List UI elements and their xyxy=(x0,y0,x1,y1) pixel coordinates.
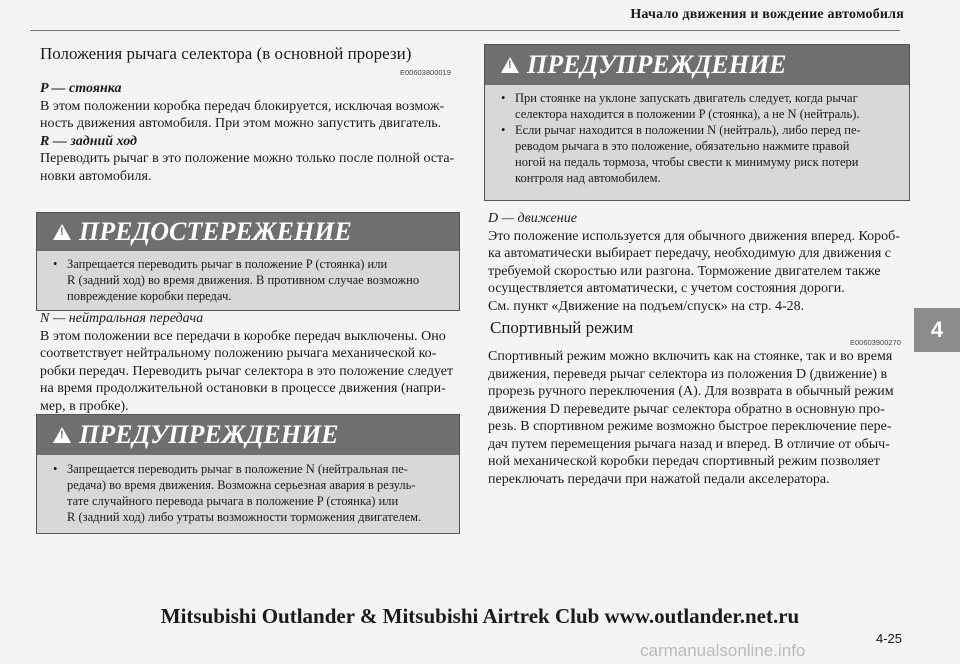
caution-line: R (задний ход) во время движения. В противном случае возможно xyxy=(67,273,420,287)
warning-title: ПРЕДУПРЕЖДЕНИЕ xyxy=(527,50,787,79)
warning-line: реводом рычага в это положение, обязательно нажмите правой xyxy=(515,139,850,153)
section-code: E00603800019 xyxy=(400,68,451,77)
text-n-line: на время продолжительной остановки в процессе движения (напри- xyxy=(40,381,446,396)
text-d-line: осуществляется автоматически, с учетом состояния дороги. xyxy=(488,281,845,296)
text-sport-line: Спортивный режим можно включить как на стоянке, так и во время xyxy=(488,349,893,364)
text-sport-line: дач путем перемещения рычага назад и вперед. В отличие от обыч- xyxy=(488,436,890,452)
caution-box xyxy=(36,212,460,311)
text-sport-line: движения, переведя рычаг селектора из положения D (движение) в xyxy=(488,366,888,382)
warning-line: тате случайного перевода рычага в положение P (стоянка) или xyxy=(67,494,399,508)
text-d-line: ка автоматически выбирает передачу, необходимую для движения с xyxy=(488,246,892,261)
caution-box-header xyxy=(37,213,459,251)
warning-line: • Запрещается переводить рычаг в положение N (нейтральная пе- xyxy=(67,461,449,477)
caution-line: повреждение коробки передач. xyxy=(67,289,232,303)
warning-line: контроля над автомобилем. xyxy=(515,171,661,185)
chapter-tab: 4 xyxy=(914,308,960,352)
text-r-line: новки автомобиля. xyxy=(40,168,152,184)
section-code: E00603900270 xyxy=(850,338,901,347)
heading-n-neutral: N — нейтральная передача xyxy=(40,311,204,326)
warning-title: ПРЕДУПРЕЖДЕНИЕ xyxy=(79,420,339,449)
text-sport-line: ной механической коробки передач спортивный режим позволяет xyxy=(488,454,880,469)
warning-triangle-icon xyxy=(501,57,519,73)
heading-r-reverse: R — задний ход xyxy=(40,133,138,149)
heading-d-drive: D — движение xyxy=(488,211,577,226)
caution-body xyxy=(37,251,459,310)
text-n-line: соответствует нейтральному положению рычага механической ко- xyxy=(40,346,437,361)
warning-triangle-icon xyxy=(53,427,71,443)
page-header-title: Начало движения и вождение автомобиля xyxy=(630,7,904,22)
text-sport-line: переключать передачи при нажатой педали акселератора. xyxy=(488,471,830,487)
warning-line: редача) во время движения. Возможна серьезная авария в резуль- xyxy=(67,478,416,492)
caution-title: ПРЕДОСТЕРЕЖЕНИЕ xyxy=(79,217,352,246)
text-sport-line: прорезь ручного переключения (A). Для возврата в обычный режим xyxy=(488,384,894,399)
text-sport-line: резь. В спортивном режиме возможно быстрое переключение пере- xyxy=(488,419,892,434)
warning-line: селектора находится в положении P (стоянка), а не N (нейтраль). xyxy=(515,107,860,121)
text-n-line: робки передач. Переводить рычаг селектора в это положение следует xyxy=(40,363,454,379)
warning-box-slope xyxy=(484,44,910,201)
warning-body xyxy=(37,455,459,533)
warning-triangle-icon xyxy=(53,224,71,240)
text-d-line: требуемой скоростью или разгона. Торможение двигателем также xyxy=(488,263,881,279)
text-p-line: ность движения автомобиля. При этом можно запустить двигатель. xyxy=(40,116,442,131)
warning-box-header xyxy=(485,45,909,85)
warning-line: ногой на педаль тормоза, чтобы свести к минимуму риск потери xyxy=(515,155,859,169)
heading-p-park: P — стоянка xyxy=(40,81,122,96)
text-p-line: В этом положении коробка передач блокируется, исключая возмож- xyxy=(40,98,445,114)
text-sport-line: движения D переведите рычаг селектора обратно в основную про- xyxy=(488,401,885,417)
warning-line: • При стоянке на уклоне запускать двигатель следует, когда рычаг xyxy=(515,90,899,106)
section-title-selector-positions: Положения рычага селектора (в основной прорези) xyxy=(40,44,412,63)
warning-line: • Если рычаг находится в положении N (нейтраль), либо перед пе- xyxy=(515,122,899,138)
warning-body xyxy=(485,85,909,200)
text-n-line: В этом положении все передачи в коробке передач выключены. Оно xyxy=(40,328,446,344)
warning-line: R (задний ход) либо утраты возможности торможения двигателем. xyxy=(67,510,422,524)
header-divider xyxy=(30,30,900,31)
warning-box-header xyxy=(37,415,459,455)
text-d-line: См. пункт «Движение на подъем/спуск» на стр. 4-28. xyxy=(488,298,805,314)
text-n-line: мер, в пробке). xyxy=(40,398,129,414)
watermark-text: carmanualsonline.info xyxy=(640,641,806,660)
caution-line: • Запрещается переводить рычаг в положение P (стоянка) или xyxy=(67,256,449,272)
page-number: 4-25 xyxy=(876,631,903,646)
text-r-line: Переводить рычаг в это положение можно только после полной оста- xyxy=(40,151,455,166)
text-d-line: Это положение используется для обычного движения вперед. Короб- xyxy=(488,228,900,244)
section-title-sport-mode: Спортивный режим xyxy=(490,318,634,337)
warning-box-neutral xyxy=(36,414,460,534)
footer-club-link[interactable]: Mitsubishi Outlander & Mitsubishi Airtrek Club www.outlander.net.ru xyxy=(160,604,800,628)
